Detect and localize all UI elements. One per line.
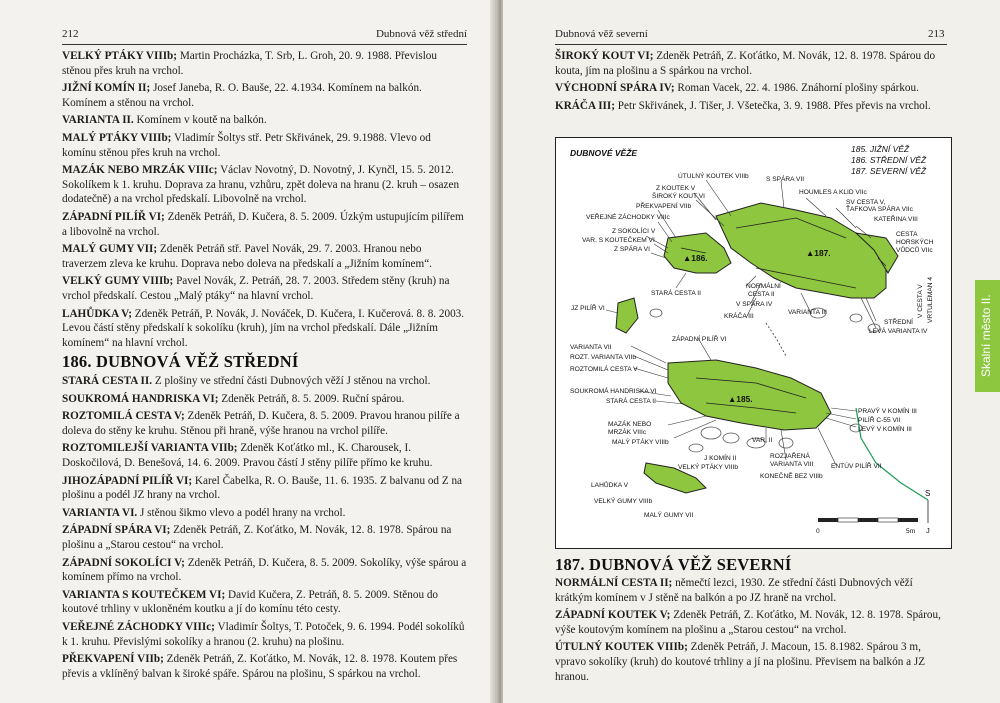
map-route-label: MALÝ PTÁKY VIIIb	[612, 439, 669, 446]
header-rule	[62, 44, 467, 45]
route-entry	[555, 608, 950, 637]
scale-label-zero: 0	[816, 528, 820, 535]
route-title: MALÝ PTÁKY VIIIb;	[62, 131, 172, 144]
route-title: LAHŮDKA V;	[62, 307, 132, 320]
scale-bar-segment	[838, 518, 858, 522]
route-entry	[62, 474, 467, 503]
route-title: VELKÝ PTÁKY VIIIb;	[62, 50, 178, 62]
route-title: ZÁPADNÍ KOUTEK V;	[555, 609, 671, 622]
map-route-label: Z SOKOLÍCI V	[612, 228, 656, 235]
map-route-label: CESTA	[896, 231, 918, 238]
route-entry	[62, 81, 467, 110]
route-description: Z plošiny ve střední části Dubnových věží J stěnou na vrchol.	[152, 375, 431, 387]
north-label: S	[925, 489, 931, 498]
map-route-label: ROZTOMILÁ CESTA V	[570, 366, 638, 373]
side-tab	[975, 280, 1000, 392]
scale-bar-segment	[878, 518, 898, 522]
route-entry	[62, 210, 467, 239]
map-route-label: KRÁČA III	[724, 313, 754, 320]
route-description: Zdeněk Petráň, P. Novák, J. Nováček, D. Kučera, I. Kučerová. 8. 8. 2003. Levou částí stěny předskalí k sokolíku (kruh), jím na vrchol předskalí. Dále „Jižním komínem“ na hlavní vrchol.	[62, 307, 465, 349]
map-route-label: SOUKROMÁ HANDRISKA VI	[570, 388, 657, 395]
map-route-label: KATEŘINA VIII	[874, 216, 918, 223]
map-route-label: VELKÝ PTÁKY VIIIb	[678, 464, 738, 471]
route-title: MAZÁK NEBO MRZÁK VIIIc;	[62, 164, 218, 177]
map-route-label: ROZT. VARIANTA VIIb	[570, 354, 637, 361]
route-title: VARIANTA VI.	[62, 506, 138, 519]
route-entry	[62, 441, 467, 470]
route-entry	[62, 556, 467, 585]
map-route-label: KONEČNĚ BEZ VIIIb	[760, 473, 823, 480]
route-description: Komínem v koutě na balkón.	[133, 114, 267, 127]
map-route-label: NORMÁLNÍ	[746, 283, 781, 290]
route-entry	[62, 409, 467, 438]
map-route-label: VEŘEJNÉ ZÁCHODKY VIIIc	[586, 214, 670, 221]
side-tab-label: Skalní město II.	[979, 294, 993, 378]
route-entry	[62, 392, 467, 407]
route-map	[555, 137, 952, 549]
route-description: Zdeněk Petráň, 8. 5. 2009. Ruční spárou.	[218, 392, 405, 405]
route-entry	[62, 113, 467, 128]
section-title: 186. DUBNOVÁ VĚŽ STŘEDNÍ	[62, 352, 299, 371]
tower-label-185: ▲185.	[728, 394, 753, 404]
route-title: PŘEKVAPENÍ VIIb;	[62, 653, 164, 666]
route-title: ZÁPADNÍ SOKOLÍCI V;	[62, 556, 185, 569]
route-description: Zdeněk Koťátko ml., K. Charousek, I. Doskočilová, D. Benešová, 14. 6. 2009. Pravou částí J stěny pilíře přímo ke kruhu.	[62, 442, 433, 469]
route-title: ROZTOMILÁ CESTA V;	[62, 410, 185, 423]
route-title: SOUKROMÁ HANDRISKA VI;	[62, 392, 219, 405]
map-route-label: CESTA II	[748, 291, 775, 298]
route-title: JIHOZÁPADNÍ PILÍŘ VI;	[62, 474, 193, 487]
route-entry	[62, 620, 467, 649]
route-description: Petr Skřivánek, J. Tišer, J. Všetečka, 3. 9. 1988. Přes převis na vrchol.	[615, 99, 931, 112]
route-title: ŠIROKÝ KOUT VI;	[555, 50, 654, 62]
route-description: Vladimír Šoltys stř. Petr Skřivánek, 29. 9.1988. Vlevo od komínu stěnou přes kruh na vrchol.	[62, 131, 431, 159]
route-description: Roman Vacek, 22. 4. 1986. Znáhorní plošiny spárkou.	[674, 82, 919, 95]
route-description: Zdeněk Petráň, Z. Koťátko, M. Novák, 12. 8. 1978. Spárou do kouta, jím na plošinu a S spárkou na vrchol.	[555, 50, 936, 77]
route-entry	[62, 242, 467, 271]
page-number: 212	[62, 28, 79, 40]
map-route-label: PRAVÝ V KOMÍN III	[858, 408, 917, 415]
map-route-label: VAR. S KOUTEČKEM VI	[582, 237, 655, 244]
rock-jz-pilir	[616, 298, 638, 333]
route-description: Martin Procházka, T. Srb, L. Groh, 20. 9. 1988. Převislou stěnou přes kruh na vrchol.	[62, 50, 437, 77]
south-label: J	[926, 526, 930, 535]
map-route-label: S SPÁRA VII	[766, 176, 805, 183]
map-route-label: LEVÝ V KOMÍN III	[858, 426, 912, 433]
map-route-label: STARÁ CESTA II	[606, 398, 656, 405]
route-entry	[62, 49, 467, 78]
map-route-label: V SPÁRA IV	[736, 301, 773, 308]
route-entry	[62, 523, 467, 552]
entries-top	[62, 49, 467, 353]
route-title: KRÁČA III;	[555, 99, 615, 112]
route-entry	[62, 374, 467, 389]
map-title: DUBNOVÉ VĚŽE	[570, 148, 638, 158]
route-entry	[555, 81, 950, 96]
legend-item: 186. STŘEDNÍ VĚŽ	[851, 155, 927, 165]
map-route-label: Z SPÁRA VI	[614, 246, 650, 253]
route-title: ZÁPADNÍ SPÁRA VI;	[62, 524, 171, 537]
map-route-label: LEVÁ VARIANTA IV	[869, 328, 928, 335]
map-route-label: Z KOUTEK V	[656, 185, 696, 192]
left-page	[0, 0, 497, 703]
map-route-label: LAHŮDKA V	[591, 482, 629, 489]
map-route-label: STARÁ CESTA II	[651, 290, 701, 297]
route-entry	[555, 99, 950, 114]
scale-bar-segment	[898, 518, 918, 522]
running-head: Dubnová věž severní	[555, 28, 648, 40]
entries-top	[555, 49, 950, 116]
entries-bottom	[555, 576, 950, 687]
map-route-label: PŘEKVAPENÍ VIIb	[636, 203, 692, 210]
map-route-label: VARIANTA III	[788, 309, 827, 316]
route-entry	[555, 49, 950, 78]
route-title: VEŘEJNÉ ZÁCHODKY VIIIc;	[62, 620, 215, 633]
map-route-label: ENTÚV PILÍŘ VII	[831, 463, 882, 470]
route-description: Zdeněk Petráň, Z. Koťátko, M. Novák, 12. 8. 1978. Spárou na plošinu a „Starou cestou“ na vrchol.	[62, 524, 452, 551]
map-route-label: VARIANTA VII	[570, 344, 612, 351]
route-title: ÚTULNÝ KOUTEK VIIIb;	[555, 641, 688, 654]
route-title: VÝCHODNÍ SPÁRA IV;	[555, 82, 675, 95]
map-route-label: ROZJAŘENÁ	[770, 453, 810, 460]
route-description: němečtí lezci, 1930. Ze střední části Dubnových věží krátkým komínem v J stěně na balkón a po JZ hraně na vrchol.	[555, 577, 913, 604]
route-description: Zdeněk Petráň, D. Kučera, 8. 5. 2009. Sokolíky, výše spárou a komínem přímo na vrchol.	[62, 556, 467, 584]
route-title: JIŽNÍ KOMÍN II;	[62, 82, 151, 95]
route-entry	[62, 274, 467, 303]
map-route-label: VRTULEMAN 4	[927, 276, 934, 323]
map-route-label: ZÁPADNÍ PILÍŘ VI	[672, 336, 727, 343]
route-description: Zdeněk Petráň, D. Kučera, 8. 5. 2009. Pravou hranou pilíře a doleva do stěny ke kruhu. Stěnou při hraně, výše hranou na vrchol pilíře.	[62, 410, 460, 437]
route-description: Karel Čabelka, R. O. Bauše, 11. 6. 1935. Z balvanu od Z na plošinu a podél JZ hrany na vrchol.	[62, 474, 463, 502]
route-entry	[555, 640, 950, 684]
tower-label-186: ▲186.	[683, 253, 708, 263]
map-route-label: V CESTA V	[917, 284, 924, 318]
map-route-label: HOUMLES A KLID VIIc	[799, 189, 867, 196]
route-description: Zdeněk Petráň, Z. Koťátko, M. Novák, 12. 8. 1978. Koutem přes převis a vklíněný balvan k široké spáře. Spárou na plošinu, S spárkou na vrchol.	[62, 653, 458, 680]
tower-187	[716, 203, 886, 298]
route-entry	[555, 576, 950, 605]
route-entry	[62, 307, 467, 351]
legend-item: 185. JIŽNÍ VĚŽ	[851, 144, 910, 154]
legend-item: 187. SEVERNÍ VĚŽ	[851, 166, 927, 176]
route-description: Vladimír Šoltys, T. Potoček, 9. 6. 1994. Podél sokolíků k 1. kruhu. Převislými sokolíky a hranou (2. kruhu) na plošinu.	[62, 620, 465, 648]
route-description: Zdeněk Petráň, J. Macoun, 15. 8.1982. Spárou 3 m, vpravo sokolíky (kruh) do koutové trhliny a jí na plošinu. Převisem na balkón a JZ hranou.	[555, 641, 926, 683]
route-title: ROZTOMILEJŠÍ VARIANTA VIIb;	[62, 442, 238, 455]
route-description: Zdeněk Petráň, D. Kučera, 8. 5. 2009. Úzkým ustupujícím pilířem a libovolně na vrchol.	[62, 210, 464, 238]
map-route-label: SV CESTA V,	[846, 199, 886, 206]
entries-bottom	[62, 374, 467, 684]
route-title: VELKÝ GUMY VIIIb;	[62, 275, 174, 288]
map-route-label: HORSKÝCH	[896, 239, 934, 246]
map-route-label: J KOMÍN II	[704, 455, 737, 462]
route-description: Zdeněk Petráň, Z. Koťátko, M. Novák, 12. 8. 1978. Spárou, výše koutovým komínem na plošinu a „Starou cestou“ na vrchol.	[555, 609, 941, 636]
map-route-label: MRZÁK VIIIc	[608, 429, 647, 436]
map-route-label: VAR. II	[752, 437, 773, 444]
map-route-label: MALÝ GUMY VII	[644, 512, 694, 519]
map-route-label: VELKÝ GUMY VIIIb	[594, 498, 653, 505]
map-route-label: PILÍŘ C-55 VII	[858, 417, 901, 424]
route-description: J stěnou šikmo vlevo a podél hrany na vrchol.	[137, 506, 346, 519]
scale-bar-segment	[858, 518, 878, 522]
route-map-drawing	[556, 138, 951, 548]
route-entry	[62, 652, 467, 681]
route-description: Josef Janeba, R. O. Bauše, 22. 4.1934. Komínem na balkón. Komínem a stěnou na vrchol.	[62, 82, 422, 109]
map-route-label: ŠIROKÝ KOUT VI	[652, 193, 706, 200]
route-description: Zdeněk Petráň stř. Pavel Novák, 29. 7. 2003. Hranou nebo traverzem zleva ke kruhu. Doprava nebo doleva na předskalí a „Jižním komínem“.	[62, 243, 432, 270]
scale-bar-segment	[818, 518, 838, 522]
running-head: Dubnová věž střední	[375, 28, 467, 40]
tower-label-187: ▲187.	[806, 248, 831, 258]
route-entry	[62, 506, 467, 521]
page-number: 213	[928, 28, 945, 40]
dashed-link	[766, 323, 786, 356]
route-title: ZÁPADNÍ PILÍŘ VI;	[62, 210, 165, 223]
header-rule	[555, 44, 947, 45]
map-route-label: JZ PILÍŘ VI	[571, 305, 605, 312]
map-route-label: VARIANTA VIII	[770, 461, 814, 468]
map-route-label: STŘEDNÍ	[884, 319, 913, 326]
map-route-label: VŮDCŮ VIIc	[896, 247, 933, 254]
route-entry	[62, 163, 467, 207]
map-route-label: ŤAFKOVA SPÁRA VIIc	[846, 206, 913, 213]
map-route-label: MAZÁK NEBO	[608, 421, 652, 428]
route-description: Václav Novotný, D. Novotný, J. Kynčl, 15. 5. 2012. Sokolíkem k 1. kruhu. Doprava za hranu, vzhůru, zpět doleva na hranu (2. kruh – osazen dodatečně) a na vrchol předskalí. Libovolně na vrchol.	[62, 164, 460, 206]
section-title: 187. DUBNOVÁ VĚŽ SEVERNÍ	[555, 555, 792, 574]
route-title: NORMÁLNÍ CESTA II;	[555, 577, 673, 589]
route-description: Pavel Novák, Z. Petráň, 28. 7. 2003. Středem stěny (kruh) na vrchol předskalí. Cestou „Malý ptáky“ na hlavní vrchol.	[62, 275, 450, 302]
scale-label-end: 5m	[906, 528, 916, 535]
route-title: MALÝ GUMY VII;	[62, 243, 158, 256]
route-description: David Kučera, Z. Petráň, 8. 5. 2009. Stěnou do koutové trhliny v ukloněném koutku a jí do komínu této cesty.	[62, 588, 439, 616]
map-route-label: ÚTULNÝ KOUTEK VIIIb	[678, 173, 749, 180]
route-entry	[62, 588, 467, 617]
route-title: VARIANTA II.	[62, 114, 134, 127]
route-title: STARÁ CESTA II.	[62, 375, 153, 387]
route-title: VARIANTA S KOUTEČKEM VI;	[62, 588, 226, 601]
route-entry	[62, 131, 467, 160]
